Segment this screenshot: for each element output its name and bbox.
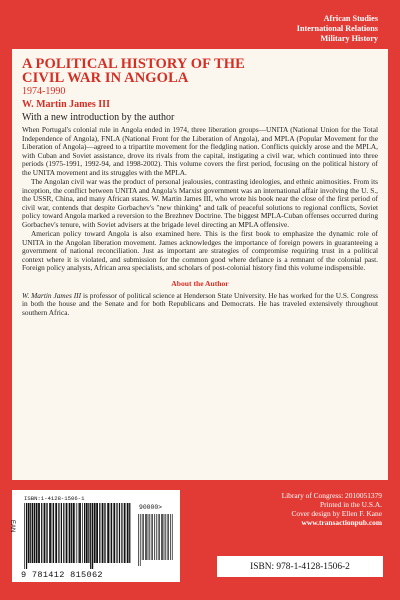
barcode-bar: [38, 503, 40, 563]
description-paragraph: The Angolan civil war was the product of personal jealousies, contrasting ideologies, and ethnic animosities. From its inception, the conflict between UNITA and Angola's Marxist government was an international affair involving the U. S., the USSR, China, and many African states. W. Martin James III, who wrote his book near the close of the first period of civil war, contends that despite Gorbachev's "new thinking" and talk of peaceful solutions to regional conflicts, Soviet policy toward Angola marked a reversion to the Brezhnev Doctrine. The biggest MPLA-Cuban offenses occurred during Gorbachev's tenure, with Soviet advisers at the brigade level directing an MPLA offensive.: [22, 177, 378, 229]
publisher-info: [282, 491, 382, 527]
year-range: 1974-1990: [22, 86, 66, 97]
about-author-text: [22, 292, 378, 318]
barcode-bar: [159, 514, 160, 560]
barcode-image: [24, 503, 132, 569]
price-barcode-image: [138, 514, 174, 566]
subject-item: African Studies: [323, 14, 378, 23]
barcode-bar: [170, 514, 171, 560]
barcode-bar: [92, 503, 93, 569]
barcode-bar: [86, 503, 88, 563]
barcode-bar: [129, 503, 130, 563]
cover-design-credit: Cover design by Ellen F. Kane: [291, 509, 382, 518]
barcode-bar: [164, 514, 165, 560]
barcode-bar: [47, 503, 48, 563]
barcode-bar: [154, 514, 155, 560]
barcode-panel: [9, 490, 180, 582]
barcode-bar: [28, 503, 30, 563]
barcode-bar: [142, 514, 143, 560]
barcode-bar: [168, 514, 169, 560]
barcode-bar: [127, 503, 129, 563]
description-paragraph: American policy toward Angola is also examined here. This is the first book to emphasize the dynamic role of UNITA in the Angolan liberation movement. James acknowledges the importance of foreign powers in guaranteeing a government of national reconciliation. Just as important are strategies of compromise requiring trust in a political context where it is violated, and submission for the common good where defiance is a remnant of the colonial past. Foreign policy analysts, African area specialists, and scholars of post-colonial history find this volume indispensible.: [22, 229, 378, 272]
barcode-bar: [94, 503, 96, 563]
barcode-isbn-label: ISBN:1-4128-1506-1: [24, 495, 85, 502]
barcode-bar: [105, 503, 106, 563]
barcode-bar: [66, 503, 68, 563]
title-line: A POLITICAL HISTORY OF THE: [22, 56, 245, 72]
barcode-bar: [36, 503, 38, 563]
description-body: [22, 126, 378, 273]
barcode-bar: [90, 503, 91, 569]
barcode-bar: [140, 514, 141, 566]
author-name: W. Martin James III: [22, 99, 110, 110]
barcode-bar: [167, 514, 168, 560]
barcode-bar: [146, 514, 147, 560]
barcode-bar: [84, 503, 85, 563]
about-author-section: [22, 292, 378, 318]
barcode-digits: 9 781412 815062: [21, 570, 103, 580]
barcode-bar: [121, 503, 122, 563]
barcode-bar: [99, 503, 100, 563]
barcode-bar: [138, 514, 139, 566]
barcode-bar: [55, 503, 57, 563]
barcode-bar: [149, 514, 150, 560]
barcode-bar: [145, 514, 146, 560]
barcode-bar: [165, 514, 166, 560]
about-author-name: W. Martin James III: [22, 290, 82, 300]
barcode-bar: [32, 503, 33, 563]
library-of-congress: Library of Congress: 2010051379: [281, 491, 382, 500]
barcode-bar: [71, 503, 72, 563]
barcode-bar: [111, 503, 112, 563]
barcode-bar: [34, 503, 35, 563]
barcode-bar: [52, 503, 53, 563]
barcode-bar: [162, 514, 163, 560]
about-author-bio: is professor of political science at Henderson State University. He has worked for the U.S. Congress in both the house and the Senate and for both Republicans and Democrats. He has traveled extensively throughout southern Africa.: [22, 290, 378, 317]
subject-item: International Relations: [296, 24, 378, 33]
subject-item: Military History: [320, 34, 378, 43]
barcode-bar: [110, 503, 111, 563]
barcode-bar: [104, 503, 105, 563]
barcode-bar: [151, 514, 152, 560]
barcode-bar: [82, 503, 83, 563]
barcode-bar: [158, 514, 159, 560]
barcode-bar: [119, 503, 120, 563]
title-line: CIVIL WAR IN ANGOLA: [22, 70, 189, 86]
barcode-bar: [30, 503, 31, 563]
barcode-bar: [69, 503, 71, 563]
isbn-box: ISBN: 978-1-4128-1506-2: [217, 556, 383, 577]
barcode-bar: [116, 503, 117, 563]
barcode-bar: [88, 503, 89, 563]
barcode-bar: [49, 503, 51, 563]
barcode-bar: [172, 514, 173, 560]
barcode-bar: [124, 503, 126, 563]
barcode-bar: [79, 503, 81, 563]
barcode-bar: [156, 514, 157, 560]
barcode-bar: [73, 503, 75, 563]
barcode-bar: [63, 503, 64, 563]
barcode-price-code: 90000>: [139, 504, 163, 511]
barcode-bar: [76, 503, 77, 563]
barcode-bar: [102, 503, 104, 563]
barcode-bar: [113, 503, 115, 563]
subject-categories: [297, 14, 378, 44]
description-paragraph: When Portugal's colonial rule in Angola ended in 1974, three liberation groups—UNITA (National Union for the Total Independence of Angola), FNLA (National Front for the Liberation of Angola), and MPLA (Popular Movement for the Liberation of Angola)—agreed to a tripartite movement for the fledgling nation. Conflicts quickly arose and the MPLA, with Cuban and Soviet assistance, drove its rivals from the capital, instigating a civil war, which continued into three periods (1975-1991, 1992-94, and 1998-2002). This volume covers the first period, focusing on the political history of the UNITA movement and its struggles with the MPLA.: [22, 125, 378, 177]
barcode-bar: [148, 514, 149, 560]
barcode-bar: [24, 503, 25, 569]
barcode-bar: [46, 503, 47, 563]
printed-in: Printed in the U.S.A.: [320, 500, 382, 509]
barcode-bar: [78, 503, 79, 563]
barcode-bar: [61, 503, 62, 563]
barcode-bar: [143, 514, 144, 560]
description-panel: [12, 49, 388, 480]
barcode-bar: [107, 503, 109, 563]
barcode-bar: [44, 503, 46, 563]
barcode-bar: [53, 503, 54, 563]
barcode-bar: [26, 503, 27, 569]
barcode-ean-label: EAN: [9, 520, 15, 533]
intro-note: With a new introduction by the author: [22, 112, 175, 123]
book-title: [22, 57, 378, 85]
barcode-bar: [161, 514, 162, 560]
barcode-bar: [58, 503, 59, 563]
barcode-bar: [96, 503, 98, 563]
barcode-bar: [41, 503, 42, 563]
about-author-heading: About the Author: [171, 278, 229, 288]
barcode-bar: [152, 514, 153, 560]
publisher-url: www.transactionpub.com: [301, 518, 382, 527]
